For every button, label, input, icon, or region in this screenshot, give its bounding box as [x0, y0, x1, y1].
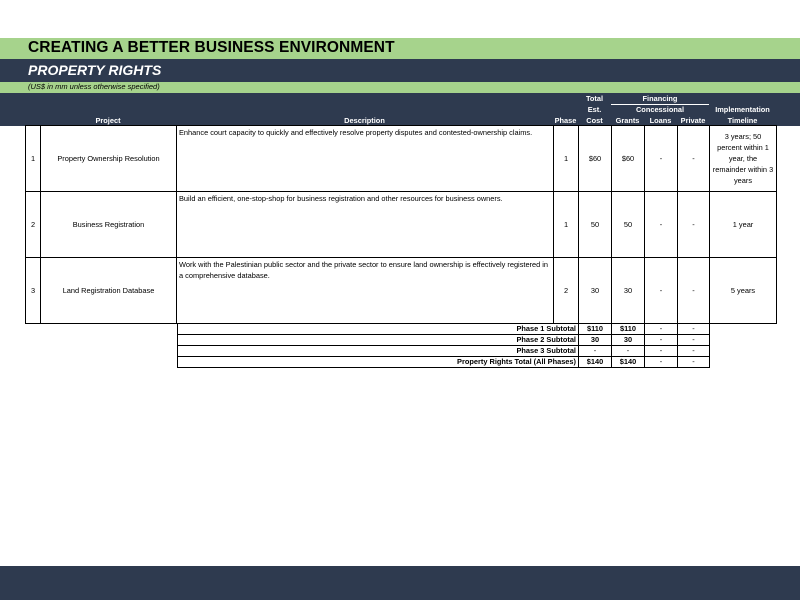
financing-divider [611, 104, 709, 105]
timeline-cell: 3 years; 50 percent within 1 year, the remainder within 3 years [710, 126, 777, 192]
project-description: Work with the Palestinian public sector and the private sector to ensure land ownership is effectively registered in a comprehensive database. [177, 258, 554, 324]
header-private: Private [680, 116, 706, 125]
header-total-2: Est. [587, 105, 602, 114]
total-loans: - [645, 357, 678, 368]
subtotal-private: - [678, 346, 710, 357]
subtotal-label: Phase 3 Subtotal [178, 346, 579, 357]
loans-cell: - [645, 126, 678, 192]
grants-cell: 30 [612, 258, 645, 324]
total-row [178, 357, 710, 368]
subtotal-row [178, 335, 710, 346]
total-private: - [678, 357, 710, 368]
subtitle-band [0, 59, 800, 82]
timeline-cell: 5 years [710, 258, 777, 324]
row-number: 1 [26, 126, 41, 192]
private-cell: - [678, 126, 710, 192]
subtotal-row [178, 346, 710, 357]
header-loans: Loans [649, 116, 672, 125]
total-label: Property Rights Total (All Phases) [178, 357, 579, 368]
loans-cell: - [645, 258, 678, 324]
phase-cell: 1 [554, 192, 579, 258]
row-number: 2 [26, 192, 41, 258]
header-project: Project [95, 116, 121, 125]
section-title: PROPERTY RIGHTS [28, 62, 162, 78]
header-grants: Grants [615, 116, 640, 125]
private-cell: - [678, 258, 710, 324]
phase-cell: 1 [554, 126, 579, 192]
title-band [0, 38, 800, 59]
total-cost: $140 [579, 357, 612, 368]
units-note: (US$ in mm unless otherwise specified) [28, 82, 160, 91]
subtotal-grants: $110 [612, 324, 645, 335]
note-band [0, 82, 800, 93]
total-cost-cell: $60 [579, 126, 612, 192]
grants-cell: $60 [612, 126, 645, 192]
projects-table [25, 125, 777, 324]
grants-cell: 50 [612, 192, 645, 258]
table-row [26, 258, 777, 324]
header-timeline-2: Timeline [727, 116, 758, 125]
page-title: CREATING A BETTER BUSINESS ENVIRONMENT [28, 39, 395, 56]
project-name: Business Registration [41, 192, 177, 258]
header-financing: Financing [642, 94, 678, 103]
subtotal-grants: 30 [612, 335, 645, 346]
project-name: Property Ownership Resolution [41, 126, 177, 192]
table-header [0, 93, 800, 126]
project-name: Land Registration Database [41, 258, 177, 324]
header-total-3: Cost [586, 116, 603, 125]
subtotal-row [178, 324, 710, 335]
header-description: Description [344, 116, 385, 125]
project-description: Enhance court capacity to quickly and effectively resolve property disputes and contested-ownership claims. [177, 126, 554, 192]
total-cost-cell: 50 [579, 192, 612, 258]
footer-band [0, 566, 800, 600]
project-description: Build an efficient, one-stop-shop for business registration and other resources for business owners. [177, 192, 554, 258]
subtotal-private: - [678, 335, 710, 346]
header-phase: Phase [554, 116, 577, 125]
total-grants: $140 [612, 357, 645, 368]
header-total-1: Total [585, 94, 604, 103]
subtotal-grants: - [612, 346, 645, 357]
subtotal-private: - [678, 324, 710, 335]
private-cell: - [678, 192, 710, 258]
subtotal-label: Phase 1 Subtotal [178, 324, 579, 335]
header-concessional: Concessional [635, 105, 685, 114]
timeline-cell: 1 year [710, 192, 777, 258]
subtotal-total: - [579, 346, 612, 357]
table-row [26, 192, 777, 258]
subtotal-total: $110 [579, 324, 612, 335]
row-number: 3 [26, 258, 41, 324]
table-row [26, 126, 777, 192]
subtotals-table [177, 323, 710, 368]
subtotal-total: 30 [579, 335, 612, 346]
loans-cell: - [645, 192, 678, 258]
subtotal-loans: - [645, 346, 678, 357]
phase-cell: 2 [554, 258, 579, 324]
total-cost-cell: 30 [579, 258, 612, 324]
subtotal-loans: - [645, 335, 678, 346]
subtotal-loans: - [645, 324, 678, 335]
header-timeline-1: Implementation [715, 105, 770, 114]
subtotal-label: Phase 2 Subtotal [178, 335, 579, 346]
